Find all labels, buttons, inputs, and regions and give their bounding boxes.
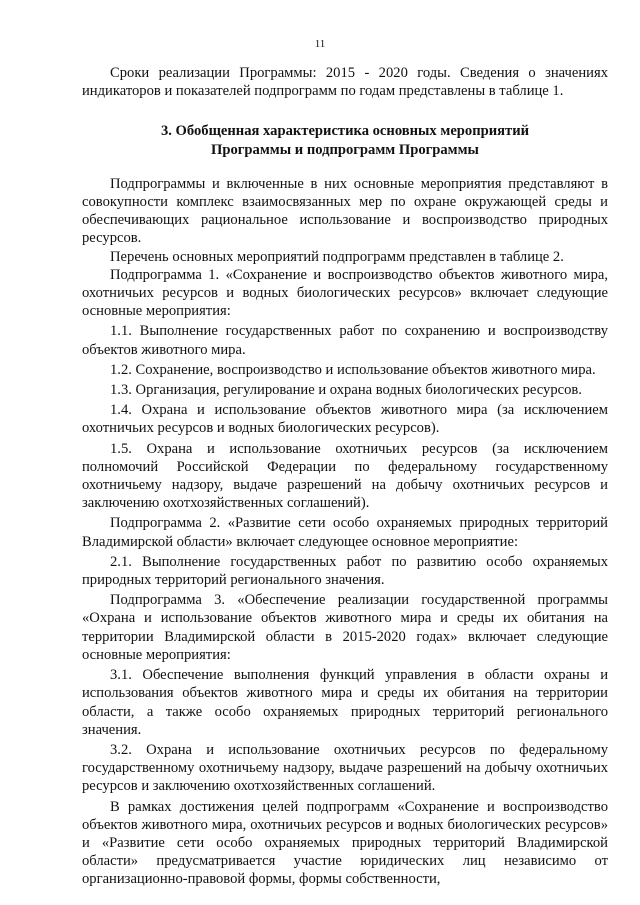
list-item-1-5: 1.5. Охрана и использование охотничьих ресурсов (за исключением полномочий Российской Федерации по федеральному государственному охотничьему надзору, выдаче разрешений на добычу охотничьих ресурсов и заключению охотхозяйственных соглашений). <box>82 440 608 512</box>
section-heading-line-1: 3. Обобщенная характеристика основных мероприятий <box>160 123 530 140</box>
list-item-1-2: 1.2. Сохранение, воспроизводство и использование объектов животного мира. <box>110 361 596 378</box>
list-item-3-1: 3.1. Обеспечение выполнения функций управления в области охраны и использования объектов животного мира и среды их обитания на территории области, а также особо охраняемых природных территорий регионального значения. <box>82 667 608 738</box>
list-item-2-1: 2.1. Выполнение государственных работ по развитию особо охраняемых природных территорий регионального значения. <box>82 553 608 589</box>
section-heading <box>82 122 608 158</box>
paragraph: Подпрограммы и включенные в них основные мероприятия представляют в совокупности комплекс взаимосвязанных мер по охране окружающей среды и обеспечивающих рациональное использование и воспроизводство природных ресурсов. <box>82 175 608 247</box>
list-item-1-3: 1.3. Организация, регулирование и охрана водных биологических ресурсов. <box>110 382 582 399</box>
paragraph: В рамках достижения целей подпрограмм «Сохранение и воспроизводство объектов животного мира, охотничьих ресурсов и водных биологических ресурсов» и «Развитие сети особо охраняемых природных территорий Владимирской области» предусматривается участие юридических лиц независимо от организационно-правовой формы, формы собственности, <box>82 798 608 888</box>
document-body <box>82 64 608 889</box>
paragraph: Перечень основных мероприятий подпрограмм представлен в таблице 2. <box>110 248 564 265</box>
paragraph: Подпрограмма 2. «Развитие сети особо охраняемых природных территорий Владимирской области» включает следующее основное мероприятие: <box>82 515 608 550</box>
paragraph: Подпрограмма 3. «Обеспечение реализации государственной программы «Охрана и использование объектов животного мира и среды их обитания на территории Владимирской области в 2015-2020 годах» включает следующие основные мероприятия: <box>82 592 608 663</box>
section-heading-line-2: Программы и подпрограмм Программы <box>211 141 479 158</box>
intro-paragraph: Сроки реализации Программы: 2015 - 2020 годы. Сведения о значениях индикаторов и показателей подпрограмм по годам представлены в таблице 1. <box>82 65 608 100</box>
paragraph: Подпрограмма 1. «Сохранение и воспроизводство объектов животного мира, охотничьих ресурсов и водных биологических ресурсов» включает следующие основные мероприятия: <box>82 266 608 320</box>
list-item-1-1: 1.1. Выполнение государственных работ по сохранению и воспроизводству объектов животного мира. <box>82 323 608 358</box>
list-item-1-4: 1.4. Охрана и использование объектов животного мира (за исключением охотничьих ресурсов и водных биологических ресурсов). <box>82 402 608 437</box>
page-number: 11 <box>314 38 326 50</box>
list-item-3-2: 3.2. Охрана и использование охотничьих ресурсов по федеральному государственному охотничьему надзору, выдаче разрешений на добычу охотничьих ресурсов и заключению охотхозяйственных соглашений. <box>82 741 608 795</box>
